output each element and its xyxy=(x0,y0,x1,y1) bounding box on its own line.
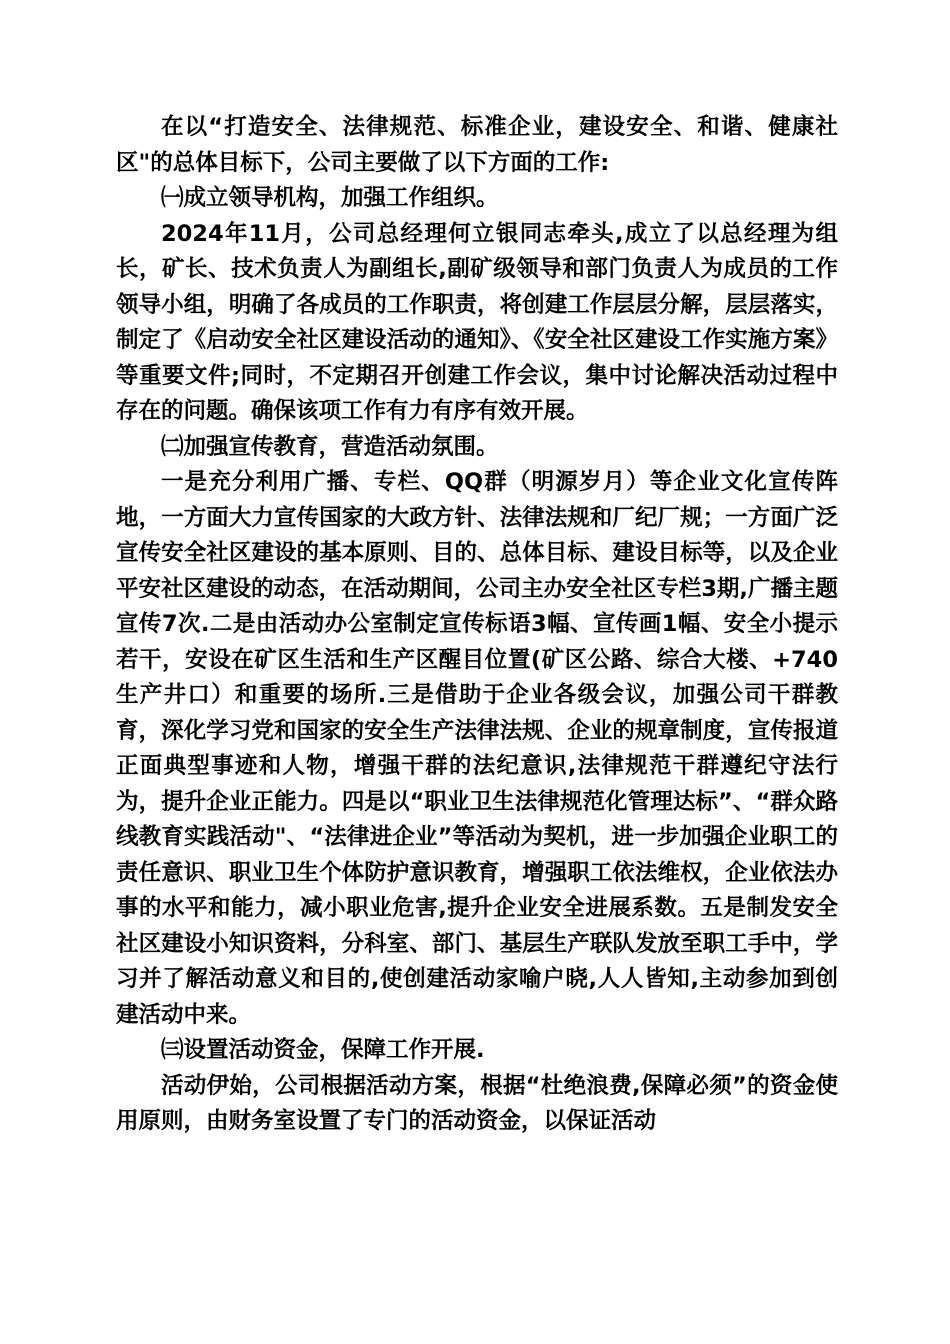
intro-paragraph: 在以“打造安全、法律规范、标准企业，建设安全、和谐、健康社区"的总体目标下，公司主要做了以下方面的工作: xyxy=(116,114,838,176)
section-heading-2: ㈡加强宣传教育，营造活动氛围。 xyxy=(161,433,499,460)
section-body-2: 一是充分利用广播、专栏、QQ群（明源岁月）等企业文化宣传阵地，一方面大力宣传国家的大政方针、法律法规和厂纪厂规；一方面广泛宣传安全社区建设的基本原则、目的、总体目标、建设目标等，以及企业平安社区建设的动态，在活动期间，公司主办安全社区专栏3期,广播主题宣传7次.二是由活动办公室制定宣传标语3幅、宣传画1幅、安全小提示若干，安设在矿区生活和生产区醒目位置(矿区公路、综合大楼、+740生产井口）和重要的场所.三是借助于企业各级会议，加强公司干群教育，深化学习党和国家的安全生产法律法规、企业的规章制度，宣传报道正面典型事迹和人物，增强干群的法纪意识,法律规范干群遵纪守法行为，提升企业正能力。四是以“职业卫生法律规范化管理达标”、“群众路线教育实践活动"、“法律进企业”等活动为契机，进一步加强企业职工的责任意识、职业卫生个体防护意识教育，增强职工依法维权，企业依法办事的水平和能力，减小职业危害,提升企业安全进展系数。五是制发安全社区建设小知识资料，分科室、部门、基层生产联队发放至职工手中，学习并了解活动意义和目的,使创建活动家喻户晓,人人皆知,主动参加到创建活动中来。 xyxy=(116,469,838,1028)
section-body-1: 2024年11月，公司总经理何立银同志牵头,成立了以总经理为组长，矿长、技术负责人为副组长,副矿级领导和部门负责人为成员的工作领导小组，明确了各成员的工作职责，将创建工作层层分解，层层落实，制定了《启动安全社区建设活动的通知》、《安全社区建设工作实施方案》等重要文件;同时，不定期召开创建工作会议，集中讨论解决活动过程中存在的问题。确保该项工作有力有序有效开展。 xyxy=(116,220,838,424)
section-heading-3: ㈢设置活动资金，保障工作开展. xyxy=(161,1037,485,1063)
section-body-3: 活动伊始，公司根据活动方案，根据“杜绝浪费,保障必须”的资金使用原则，由财务室设置了专门的活动资金，以保证活动 xyxy=(116,1072,838,1134)
document-body xyxy=(116,110,838,1140)
section-heading-1: ㈠成立领导机构，加强工作组织。 xyxy=(161,185,499,211)
